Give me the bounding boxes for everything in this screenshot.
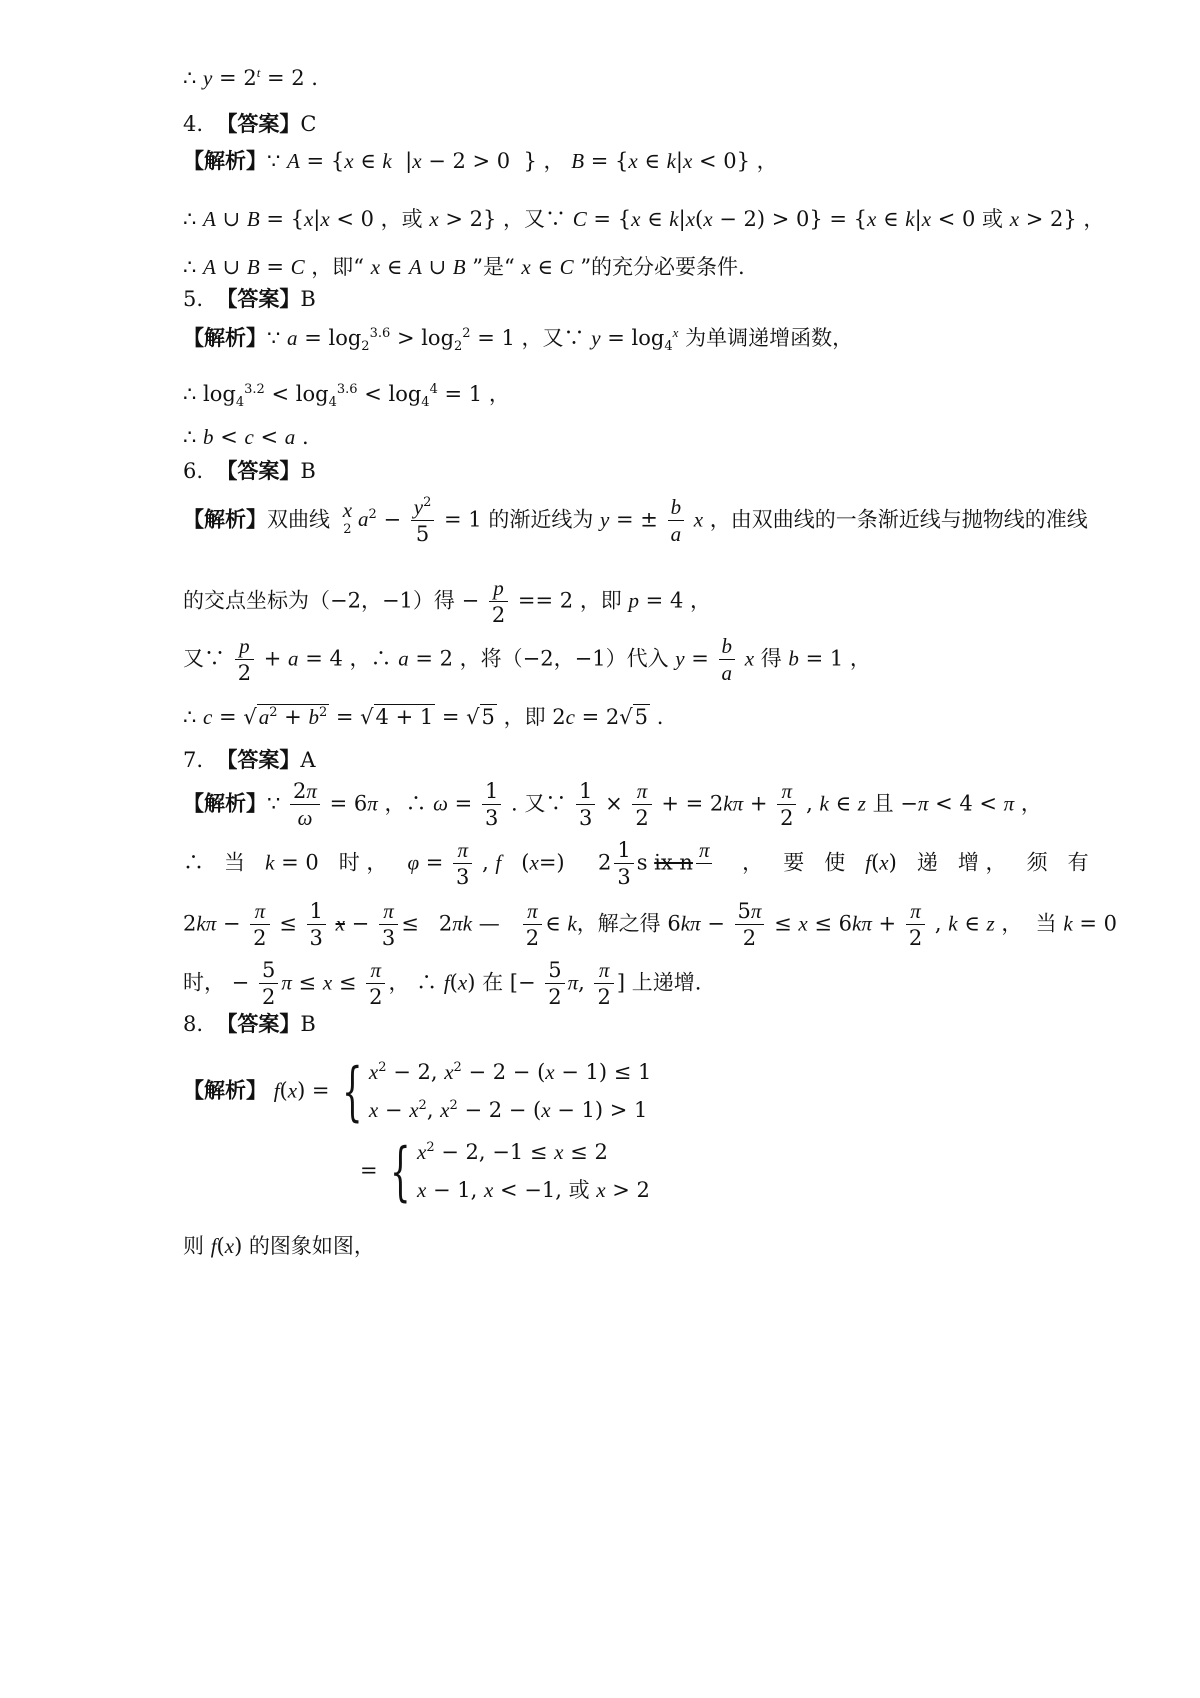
answer-heading: 4. 【答案】C	[183, 111, 317, 136]
solution-line: 又∵ $\frac{p}{2}$ + a = 4 ，∴ a = 2 ，将（−2，−1）代入 y = $\frac{b}{a}$ x 得 b = 1 ，	[183, 634, 871, 686]
answer-heading: 5. 【答案】B	[183, 286, 316, 311]
answer-heading: 8. 【答案】B	[183, 1011, 316, 1036]
solution-line: ∴ $\log_4^{3.2} < \log_4^{3.6} < \log_4^4 = 1$ ，	[183, 382, 510, 411]
solution-line: ∴ $y = 2^t = 2$ .	[183, 65, 318, 90]
solution-line: 2kπ − $\frac{\pi}{2}$ ≤ $\frac{1}{3}$ x − $\frac{\pi}{3}$ ≤ 2πk — $\frac{\pi}{2}$ ∈ k，解之得 6kπ − $\frac{5\pi}{2}$ ≤ x ≤ 6kπ + $\frac{\pi}{2}$ , k ∈ z ， 当 k = 0	[183, 899, 1117, 951]
solution-line: 的交点坐标为（−2，−1）得 − $\frac{p}{2}$ == 2 ，即 p = 4 ，	[183, 576, 711, 628]
solution-line: ∴ 当 k = 0 时 ， φ = $\frac{\pi}{3}$ , f (x=) 2 $\frac{1}{3}$ s ix n π ， 要 使 f(x) 递 增 ， 须 有	[183, 838, 1089, 890]
solution-line: ∴ b < c < a .	[183, 425, 309, 449]
solution-line: 【解析】∵ A = {x ∈ k |x − 2 > 0 } ， B = {x ∈ k|x < 0} ，	[183, 148, 778, 173]
solution-line: 则 f(x) 的图象如图，	[183, 1234, 375, 1258]
solution-line: = { $x^2 - 2$, −1 ≤ x ≤ 2 x − 1, x < −1, 或 x > 2	[360, 1134, 650, 1209]
solution-line: ∴ A ∪ B = C ，即“ x ∈ A ∪ B ”是“ x ∈ C ”的充分必要条件.	[183, 255, 745, 279]
solution-line: 【解析】∵ $\frac{2\pi}{\omega}$ = 6π ，∴ ω = $\frac{1}{3}$ . 又∵ $\frac{1}{3}$ × $\frac{\pi}{2}$ + = 2kπ + $\frac{\pi}{2}$ , k ∈ z 且 −π < 4 < π ，	[183, 779, 1042, 831]
solution-line: 时， − $\frac{5}{2}$ π ≤ x ≤ $\frac{\pi}{2}$ ， ∴ f(x) 在 [− $\frac{5}{2}$ π, $\frac{\pi}{2}$ ] 上递增.	[183, 958, 702, 1010]
answer-heading: 6. 【答案】B	[183, 458, 316, 483]
solution-line: ∴ $c = √a^2 + b^2 = √4 + 1 = √5$ ，即 2c = 2√5 .	[183, 705, 664, 729]
solution-line: ∴ A ∪ B = {x|x < 0 ，或 x > 2} ，又∵ C = {x ∈ k|x(x − 2) > 0} = {x ∈ k|x < 0 或 x > 2} ，	[183, 207, 1105, 231]
solution-line: 【解析】∵ $a = \log_2^{3.6} > \log_2^2 = 1$ ，又∵ $y = \log_4^x$ 为单调递增函数，	[183, 325, 854, 355]
answer-heading: 7. 【答案】A	[183, 747, 316, 772]
solution-line: 【解析】 f(x) = { $x^2 - 2$, $x^2 - 2 - (x - 1) \le 1$ $x - x^2$, $x^2 - 2 - (x - 1) > 1$	[183, 1054, 652, 1129]
solution-line: 【解析】双曲线 x $^2$ $a^2$ − $\frac{y^2}{5}$ = 1 的渐近线为 y = ± $\frac{b}{a}$ x ，由双曲线的一条渐近线与抛物线的准线	[183, 495, 1088, 547]
